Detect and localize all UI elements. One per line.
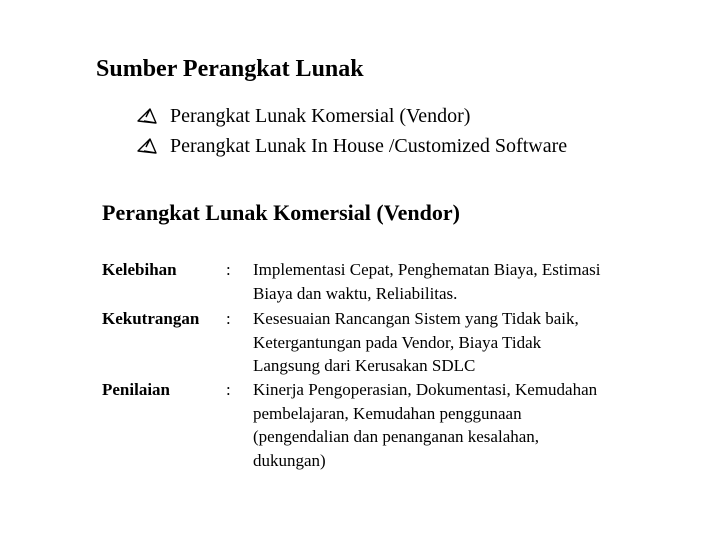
row-line: pembelajaran, Kemudahan penggunaan [253, 403, 522, 423]
page-title: Sumber Perangkat Lunak [96, 56, 364, 82]
row-line: Langsung dari Kerusakan SDLC [253, 356, 476, 375]
section-heading: Perangkat Lunak Komersial (Vendor) [102, 200, 460, 225]
arrow-bullet-icon [136, 106, 170, 126]
row-label: Kelebihan [102, 260, 177, 279]
row-colon: : [226, 380, 231, 399]
row-colon: : [226, 309, 231, 328]
bullet-list [136, 101, 567, 161]
row-label: Kekutrangan [102, 309, 200, 328]
row-line: Ketergantungan pada Vendor, Biaya Tidak [253, 332, 542, 352]
row-description [253, 378, 673, 472]
bullet-text: Perangkat Lunak In House /Customized Software [170, 134, 568, 157]
row-line: Implementasi Cepat, Penghematan Biaya, Estimasi [253, 260, 601, 279]
row-line: Kesesuaian Rancangan Sistem yang Tidak baik, [253, 309, 579, 328]
row-line: (pengendalian dan penanganan kesalahan, [253, 427, 540, 446]
bullet-item-vendor [136, 101, 567, 131]
row-description [253, 258, 673, 305]
arrow-bullet-icon [136, 136, 170, 156]
row-line: Biaya dan waktu, Reliabilitas. [253, 283, 458, 303]
row-label: Penilaian [102, 380, 171, 399]
bullet-text: Perangkat Lunak Komersial (Vendor) [170, 104, 471, 127]
row-line: dukungan) [253, 450, 326, 470]
row-description [253, 307, 673, 378]
bullet-item-inhouse [136, 131, 567, 161]
row-line: Kinerja Pengoperasian, Dokumentasi, Kemudahan [253, 380, 598, 399]
row-colon: : [226, 260, 231, 279]
